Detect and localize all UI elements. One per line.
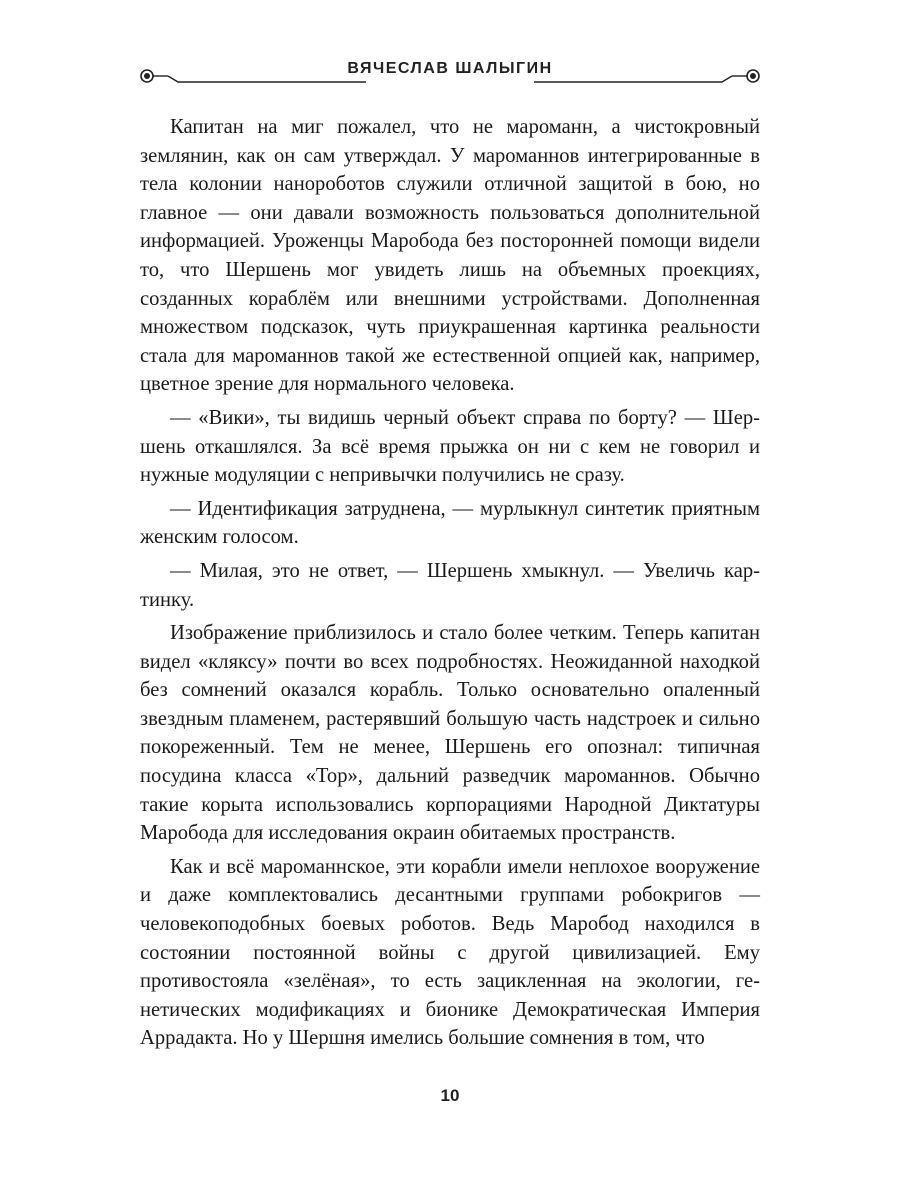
page-number: 10 <box>440 1086 460 1105</box>
body-text <box>140 113 760 1058</box>
running-header <box>138 58 762 92</box>
paragraph: — Милая, это не ответ, — Шершень хмыкнул. — Увеличь картинку. <box>140 559 760 611</box>
author-name: ВЯЧЕСЛАВ ШАЛЫГИН <box>347 60 553 77</box>
paragraph: — «Вики», ты видишь черный объект справа по борту? — Шершень откашлялся. За всё время прыжка он ни с кем не говорил и нужные модуляции с непривычки получились не сразу. <box>140 406 760 487</box>
paragraph: Как и всё мароманнское, эти корабли имели неплохое вооружение и даже комплектовались десантными группами робокригов — человекоподобных боевых роботов. Ведь Маробод находился в состоянии постоянной войны с другой цивилизацией. Ему противостояла «зелёная», то есть зацикленная на экологии, генетических модификациях и бионике Демократическая Империя Аррадакта. Но у Шершня имелись большие сомнения в том, что <box>140 855 760 1050</box>
paragraph: Изображение приблизилось и стало более четким. Теперь капитан видел «кляксу» почти во всех подробностях. Неожиданной находкой без сомнений оказался корабль. Только основательно опаленный звездным пламенем, растерявший большую часть надстроек и сильно покореженный. Тем не менее, Шершень его опознал: типичная посудина класса «Тор», дальний разведчик мароманнов. Обычно такие корыта использовались корпорациями Народной Диктатуры Маробода для исследования окраин обитаемых пространств. <box>140 622 760 845</box>
paragraph: — Идентификация затруднена, — мурлыкнул синтетик приятным женским голосом. <box>140 497 760 549</box>
paragraph: Капитан на миг пожалел, что не мароманн, а чистокровный землянин, как он сам утверждал. У мароманнов интегрированные в тела колонии нанороботов служили отличной защитой в бою, но главное — они давали возможность пользоваться дополнительной информацией. Уроженцы Маробода без посторонней помощи видели то, что Шершень мог увидеть лишь на объемных проекциях, созданных кораблём или внешними устройствами. Дополненная множеством подсказок, чуть приукрашенная картинка реальности стала для мароманнов такой же естественной опцией как, например, цветное зрение для нормального человека. <box>140 116 760 396</box>
